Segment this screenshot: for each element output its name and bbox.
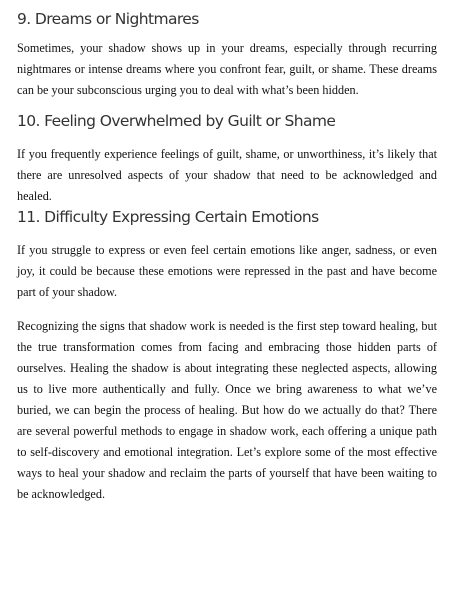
section-heading-dreams: 9. Dreams or Nightmares [17, 10, 199, 28]
section-body-guilt-shame: If you frequently experience feelings of guilt, shame, or unworthiness, it’s likely that there are unresolved aspects of your shadow that need to be acknowledged and healed. [17, 147, 437, 203]
section-heading-emotions: 11. Difficulty Expressing Certain Emotions [17, 208, 319, 226]
conclusion-paragraph: Recognizing the signs that shadow work is needed is the first step toward healing, but the true transformation comes from facing and embracing those hidden parts of ourselves. Healing the shadow is about integrating these neglected aspects, allowing us to live more authentically and fully. Once we bring awareness to what we’ve buried, we can begin the process of healing. But how do we actually do that? There are several powerful methods to engage in shadow work, each offering a unique path to self-discovery and emotional integration. Let’s explore some of the most effective ways to heal your shadow and reclaim the parts of yourself that have been waiting to be acknowledged. [17, 319, 437, 501]
section-body-emotions: If you struggle to express or even feel certain emotions like anger, sadness, or even joy, it could be because these emotions were repressed in the past and have become part of your shadow. [17, 243, 437, 299]
section-body-dreams: Sometimes, your shadow shows up in your dreams, especially through recurring nightmares or intense dreams where you confront fear, guilt, or shame. These dreams can be your subconscious urging you to deal with what’s been hidden. [17, 41, 437, 97]
section-heading-guilt-shame: 10. Feeling Overwhelmed by Guilt or Shame [17, 112, 336, 130]
